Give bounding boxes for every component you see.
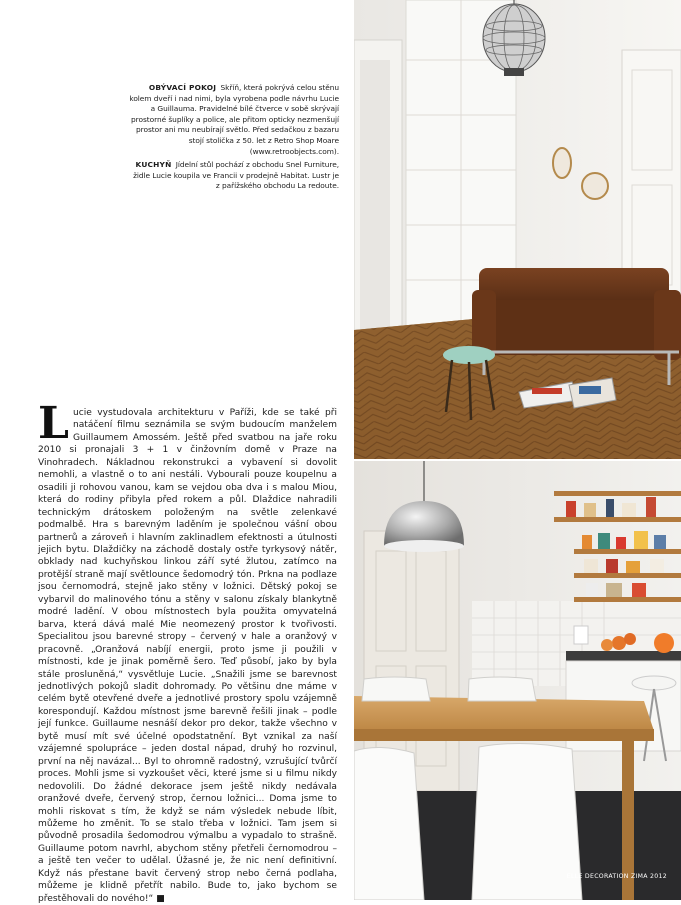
- caption-kitchen: [128, 160, 339, 192]
- footer-credit: ELLE DECORATION ZIMA 2012: [566, 873, 667, 880]
- article-body: [38, 398, 337, 905]
- living-room-illustration: [354, 0, 681, 459]
- caption-living-room-heading: OBÝVACÍ POKOJ: [148, 83, 217, 92]
- kitchen-illustration: [354, 461, 681, 900]
- caption-kitchen-heading: KUCHYŇ: [135, 160, 172, 170]
- photo-captions: [128, 83, 339, 195]
- caption-living-room: [128, 83, 339, 157]
- kitchen-photo: [354, 461, 681, 900]
- drop-cap: L: [38, 398, 69, 449]
- living-room-photo: [354, 0, 681, 459]
- caption-living-room-text: Skříň, která pokrývá celou stěnu kolem dveří i nad nimi, byla vyrobena podle návrhu Lucie a Guillauma. Pravidelné bílé čtverce v sobě skrývají prostorné šuplíky a police, ale přitom opticky nezmenšují prostor ani mu neubírají světlo. Před sedačkou z bazaru stojí stolička z 50. let z Retro Shop Moare (www.retroobjects.com).: [129, 83, 339, 156]
- caption-kitchen-text: Jídelní stůl pochází z obchodu Snel Furniture, židle Lucie koupila ve Francii v prodejně Habitat. Lustr je z pařížského obchodu La redoute.: [133, 160, 339, 191]
- article-text: ucie vystudovala architekturu v Paříži, kde se také při natáčení filmu seznámila se svým budoucím manželem Guillaumem Amossém. Ještě před svatbou na jaře roku 2010 si pronajali 3 + 1 v činžovním domě v Praze na Vinohradech. Nákladnou rekonstrukci a vybavení si dovolit nemohli, a vlastně o to ani nestáli. Vybourali pouze koupelnu a osadili ji rohovou vanou, kam se vejdou oba dva i s malou Miou, která do rodiny přibyla před rokem a půl. Dlaždice nahradili technickým drátoskem položeným na světle zelenkavé podmalbě. Hra s barevným laděním je společnou vášní obou partnerů a zároveň i hlavním zaklinadlem efektnosti a útulnosti jejich bytu. Dlaždičky na záchodě dostaly ostře tyrkysový nátěr, obklady nad kuchyňskou linkou září syté žlutou, zatímco na protější straně mají světlounce šedomodrý tón. Prkna na podlaze jsou černomodrá, stejně jako stěny v ložnici. Dětský pokoj se vybarvil do malinového tónu a stěny v salonu získaly blankytně modré ladění. V obou místnostech byla použita omyvatelná barva, která dává malé Mie neomezený prostor k tvořivosti. Specialitou jsou barevné stropy – červený v hale a oranžový v pracovně. „Oranžová nabíjí energii, proto jsme ji použili v místnosti, kde je jinak poměrně šero. Teď působí, jako by byla stále prosluněná,“ vysvětluje Lucie. „Snažili jsme se barevnost jednotlivých pokojů sladit dohromady. Po většinu dne máme v celém bytě otevřené dveře a jednotlivé prostory spolu vzájemně korespondují. Každou místnost jsme barevně řešili jinak – podle její funkce. Guillaume nesnáší dekor pro dekor, takže všechno v bytě musí mít své účelné opodstatnění. Byt vznikal za naší vzájemné spolupráce – jeden dostal nápad, druhý ho rozvinul, první na něj navázal... Byl to ohromně radostný, vzrušující tvůrčí proces. Mohli jsme si vyzkoušet věci, které jsme si u filmu nikdy nedovolili. Do žádné dekorace jsem ještě nikdy nedávala oranžové dveře, červený strop, černou ložnici... Doma jsme to mohli riskovat s tím, že když se nám výsledek nebude líbit, můžeme ho změnit. To se stalo třeba v ložnici. Tam jsem si původně prosadila šedomodrou výmalbu a vypadalo to strašně. Guillaume potom navrhl, abychom stěny přetřeli černomodrou – a ještě ten večer to udělal. Úžasné je, že nic není definitivní. Když nás přestane bavit červený strop nebo černá podlaha, můžeme je klidně přetřít nabilo. Bude to, jako bychom se přestěhovali do nového!“ ■: [38, 408, 337, 904]
